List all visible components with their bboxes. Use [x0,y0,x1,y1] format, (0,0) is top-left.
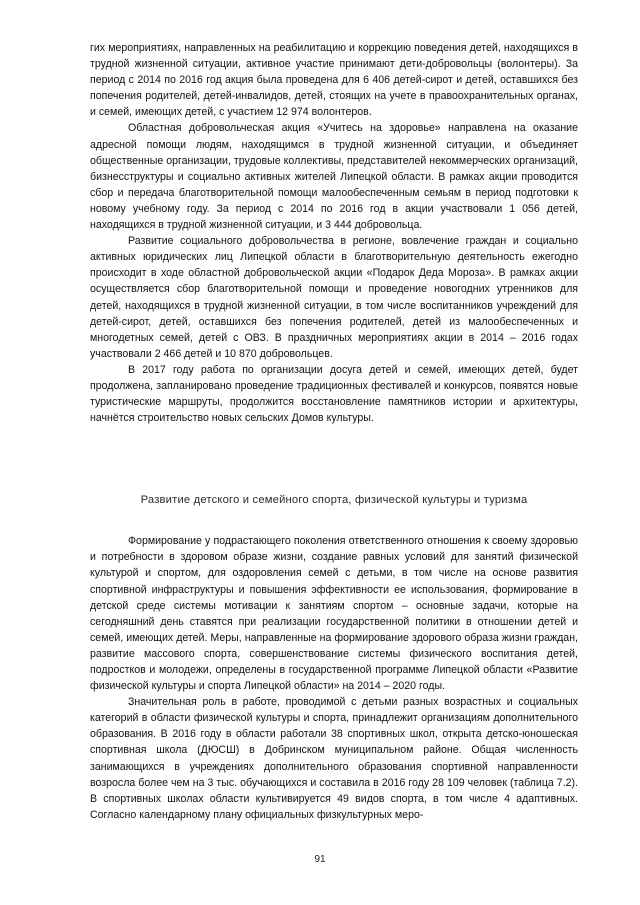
section-title: Развитие детского и семейного спорта, физической культуры и туризма [140,494,528,507]
page-number: 91 [314,854,326,865]
paragraph-ded-moroz-gift-campaign: Развитие социального добровольчества в регионе, вовлечение граждан и социально активных юридических лиц Липецкой области в благотворительную деятельность ежегодно происходит в ходе областной добровольческой акции «Подарок Деда Мороза». В рамках акции осуществляется сбор благотворительной помощи и проведение новогодних утренников для детей, находящихся в трудной жизненной ситуации, в том числе воспитанников учреждений для детей-сирот, детей, оставшихся без попечения родителей, детей из малообеспеченных и многодетных семей, детей с ОВЗ. В праздничных мероприятиях акции в 2014 – 2016 годах участвовали 2 466 детей и 10 870 добровольцев. [90,235,578,360]
document-page [90,40,578,823]
paragraph-study-for-health-campaign: Областная добровольческая акция «Учитесь на здоровье» направлена на оказание адресной помощи людям, находящимся в трудной жизненной ситуации, и объединяет общественные организации, трудовые коллективы, представителей некоммерческих организаций, бизнесструктуры и социально активных жителей Липецкой области. В рамках акции проводится сбор и передача благотворительной помощи малообеспеченным семьям в период подготовки к новому учебному году. За период с 2014 по 2016 год в акции участвовали 1 056 детей, находящихся в трудной жизненной ситуации, и 3 444 добровольца. [90,122,578,232]
paragraph-healthy-lifestyle-formation: Формирование у подрастающего поколения ответственного отношения к своему здоровью и потребности в здоровом образе жизни, создание равных условий для занятий физической культурой и спортом, для оздоровления семей с детьми, в том числе на основе развития спортивной инфраструктуры и повышения эффективности ее использования, формирование в детской среде системы мотивации к занятиям спортом – основные задачи, которые на сегодняшний день ставятся при реализации государственной политики в отношении детей и семей, имеющих детей. Меры, направленные на формирование здорового образа жизни граждан, развитие массового спорта, совершенствование системы физического воспитания детей, подростков и молодежи, определены в государственной программе Липецкой области «Развитие физической культуры и спорта Липецкой области» на 2014 – 2020 годы. [90,535,578,693]
paragraph-plans-2017: В 2017 году работа по организации досуга детей и семей, имеющих детей, будет продолжена, запланировано проведение традиционных фестивалей и конкурсов, появятся новые туристические маршруты, продолжится восстановление памятников истории и архитектуры, начнётся строительство новых сельских Домов культуры. [90,363,578,425]
paragraph-sports-schools: Значительная роль в работе, проводимой с детьми разных возрастных и социальных категорий в области физической культуры и спорта, принадлежит организациям дополнительного образования. В 2016 году в области работали 38 спортивных школ, открыта детско-юношеская спортивная школа (ДЮСШ) в Добринском муниципальном районе. Общая численность занимающихся в учреждениях дополнительного образования спортивной направленности возросла более чем на 3 тыс. обучающихся и составила в 2016 году 28 109 человек (таблица 7.2). В спортивных школах области культивируется 49 видов спорта, в том числе 4 адаптивных. Согласно календарному плану официальных физкультурных меро- [90,696,578,821]
paragraph-rehabilitation-events: гих мероприятиях, направленных на реабилитацию и коррекцию поведения детей, находящихся в трудной жизненной ситуации, активное участие принимают дети-добровольцы (волонтеры). За период с 2014 по 2016 год акция была проведена для 6 406 детей-сирот и детей, оставшихся без попечения родителей, детей-инвалидов, детей, стоящих на учете в правоохранительных органах, и семей, имеющих детей, с участием 12 974 волонтеров. [90,42,578,119]
